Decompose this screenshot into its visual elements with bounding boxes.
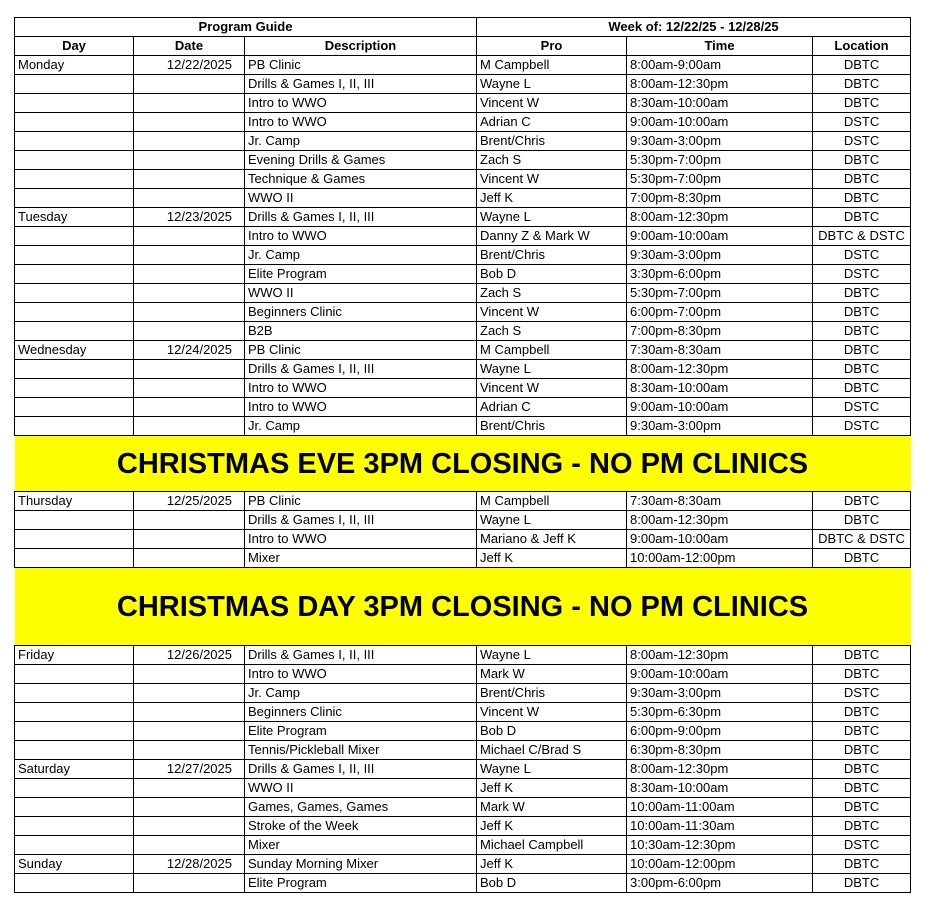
date-cell <box>134 227 245 246</box>
location-cell: DSTC <box>813 836 911 855</box>
pro-cell: Michael C/Brad S <box>477 741 627 760</box>
schedule-row <box>15 227 911 246</box>
time-cell: 5:30pm-7:00pm <box>627 151 813 170</box>
date-cell: 12/22/2025 <box>134 56 245 75</box>
pro-cell: M Campbell <box>477 56 627 75</box>
date-cell <box>134 75 245 94</box>
description-cell: Drills & Games I, II, III <box>245 646 477 665</box>
time-cell: 9:00am-10:00am <box>627 398 813 417</box>
date-cell <box>134 549 245 568</box>
schedule-row <box>15 511 911 530</box>
date-cell <box>134 798 245 817</box>
date-cell <box>134 665 245 684</box>
location-cell: DBTC <box>813 779 911 798</box>
pro-cell: Jeff K <box>477 779 627 798</box>
time-cell: 9:30am-3:00pm <box>627 684 813 703</box>
location-cell: DBTC <box>813 284 911 303</box>
date-cell <box>134 265 245 284</box>
time-cell: 8:00am-9:00am <box>627 56 813 75</box>
description-cell: Intro to WWO <box>245 113 477 132</box>
description-cell: Intro to WWO <box>245 379 477 398</box>
pro-cell: Wayne L <box>477 360 627 379</box>
description-cell: PB Clinic <box>245 492 477 511</box>
time-cell: 5:30pm-6:30pm <box>627 703 813 722</box>
day-cell <box>15 379 134 398</box>
time-cell: 8:00am-12:30pm <box>627 360 813 379</box>
date-cell: 12/24/2025 <box>134 341 245 360</box>
day-cell <box>15 511 134 530</box>
schedule-body <box>15 18 911 893</box>
time-cell: 8:00am-12:30pm <box>627 75 813 94</box>
day-cell <box>15 151 134 170</box>
day-cell: Wednesday <box>15 341 134 360</box>
date-cell <box>134 836 245 855</box>
day-cell <box>15 94 134 113</box>
location-cell: DBTC & DSTC <box>813 227 911 246</box>
day-cell <box>15 303 134 322</box>
week-of-label: Week of: 12/22/25 - 12/28/25 <box>477 18 911 37</box>
description-cell: Elite Program <box>245 722 477 741</box>
date-cell <box>134 817 245 836</box>
day-cell <box>15 227 134 246</box>
schedule-row <box>15 817 911 836</box>
pro-cell: Jeff K <box>477 549 627 568</box>
location-cell: DSTC <box>813 417 911 436</box>
location-cell: DBTC <box>813 855 911 874</box>
description-cell: Drills & Games I, II, III <box>245 511 477 530</box>
description-cell: Jr. Camp <box>245 684 477 703</box>
day-cell <box>15 703 134 722</box>
description-cell: WWO II <box>245 779 477 798</box>
closing-banner <box>15 568 911 646</box>
closing-banner <box>15 436 911 492</box>
time-cell: 10:00am-12:00pm <box>627 855 813 874</box>
day-cell <box>15 189 134 208</box>
schedule-row <box>15 170 911 189</box>
date-cell <box>134 189 245 208</box>
day-cell: Friday <box>15 646 134 665</box>
schedule-row <box>15 341 911 360</box>
day-cell: Thursday <box>15 492 134 511</box>
description-cell: WWO II <box>245 189 477 208</box>
description-cell: Stroke of the Week <box>245 817 477 836</box>
location-cell: DBTC <box>813 722 911 741</box>
location-cell: DBTC <box>813 874 911 893</box>
description-cell: PB Clinic <box>245 56 477 75</box>
schedule-row <box>15 417 911 436</box>
pro-cell: Vincent W <box>477 170 627 189</box>
location-cell: DSTC <box>813 113 911 132</box>
description-cell: Drills & Games I, II, III <box>245 360 477 379</box>
date-cell <box>134 151 245 170</box>
pro-cell: Mark W <box>477 665 627 684</box>
time-cell: 8:30am-10:00am <box>627 94 813 113</box>
description-cell: Sunday Morning Mixer <box>245 855 477 874</box>
pro-cell: Wayne L <box>477 760 627 779</box>
schedule-row <box>15 379 911 398</box>
day-cell <box>15 779 134 798</box>
location-cell: DBTC <box>813 151 911 170</box>
time-cell: 9:00am-10:00am <box>627 530 813 549</box>
day-cell <box>15 817 134 836</box>
column-header-row <box>15 37 911 56</box>
day-cell <box>15 530 134 549</box>
date-cell <box>134 322 245 341</box>
description-cell: Drills & Games I, II, III <box>245 760 477 779</box>
time-cell: 5:30pm-7:00pm <box>627 170 813 189</box>
day-cell: Sunday <box>15 855 134 874</box>
schedule-row <box>15 741 911 760</box>
location-cell: DBTC <box>813 492 911 511</box>
location-cell: DBTC <box>813 798 911 817</box>
pro-cell: Wayne L <box>477 208 627 227</box>
day-cell: Tuesday <box>15 208 134 227</box>
description-cell: Tennis/Pickleball Mixer <box>245 741 477 760</box>
time-cell: 6:00pm-9:00pm <box>627 722 813 741</box>
pro-cell: Vincent W <box>477 94 627 113</box>
time-cell: 9:30am-3:00pm <box>627 246 813 265</box>
description-cell: Evening Drills & Games <box>245 151 477 170</box>
col-header-location: Location <box>813 37 911 56</box>
location-cell: DBTC <box>813 665 911 684</box>
time-cell: 8:30am-10:00am <box>627 779 813 798</box>
date-cell <box>134 113 245 132</box>
location-cell: DBTC <box>813 170 911 189</box>
time-cell: 10:30am-12:30pm <box>627 836 813 855</box>
description-cell: Beginners Clinic <box>245 703 477 722</box>
schedule-row <box>15 94 911 113</box>
pro-cell: Zach S <box>477 284 627 303</box>
date-cell <box>134 132 245 151</box>
schedule-row <box>15 246 911 265</box>
day-cell: Monday <box>15 56 134 75</box>
location-cell: DBTC <box>813 549 911 568</box>
date-cell <box>134 246 245 265</box>
date-cell <box>134 303 245 322</box>
pro-cell: Adrian C <box>477 398 627 417</box>
schedule-row <box>15 75 911 94</box>
time-cell: 10:00am-11:00am <box>627 798 813 817</box>
day-cell <box>15 246 134 265</box>
time-cell: 8:00am-12:30pm <box>627 511 813 530</box>
pro-cell: Wayne L <box>477 646 627 665</box>
date-cell <box>134 741 245 760</box>
day-cell <box>15 75 134 94</box>
col-header-description: Description <box>245 37 477 56</box>
pro-cell: Vincent W <box>477 703 627 722</box>
pro-cell: Bob D <box>477 874 627 893</box>
date-cell <box>134 703 245 722</box>
date-cell <box>134 779 245 798</box>
pro-cell: Brent/Chris <box>477 246 627 265</box>
description-cell: Elite Program <box>245 874 477 893</box>
day-cell <box>15 722 134 741</box>
date-cell <box>134 170 245 189</box>
description-cell: Mixer <box>245 836 477 855</box>
schedule-row <box>15 265 911 284</box>
date-cell <box>134 684 245 703</box>
schedule-row <box>15 703 911 722</box>
date-cell <box>134 94 245 113</box>
schedule-row <box>15 113 911 132</box>
day-cell <box>15 322 134 341</box>
location-cell: DBTC <box>813 303 911 322</box>
date-cell <box>134 379 245 398</box>
date-cell <box>134 874 245 893</box>
pro-cell: Jeff K <box>477 855 627 874</box>
pro-cell: Mark W <box>477 798 627 817</box>
date-cell: 12/26/2025 <box>134 646 245 665</box>
time-cell: 6:30pm-8:30pm <box>627 741 813 760</box>
schedule-row <box>15 303 911 322</box>
location-cell: DBTC <box>813 75 911 94</box>
schedule-row <box>15 492 911 511</box>
time-cell: 8:30am-10:00am <box>627 379 813 398</box>
description-cell: Intro to WWO <box>245 665 477 684</box>
schedule-row <box>15 530 911 549</box>
schedule-row <box>15 665 911 684</box>
description-cell: Mixer <box>245 549 477 568</box>
day-cell <box>15 265 134 284</box>
time-cell: 7:00pm-8:30pm <box>627 322 813 341</box>
day-cell <box>15 874 134 893</box>
date-cell <box>134 398 245 417</box>
pro-cell: Jeff K <box>477 189 627 208</box>
pro-cell: Michael Campbell <box>477 836 627 855</box>
date-cell: 12/23/2025 <box>134 208 245 227</box>
time-cell: 9:00am-10:00am <box>627 665 813 684</box>
location-cell: DBTC <box>813 94 911 113</box>
schedule-row <box>15 722 911 741</box>
schedule-row <box>15 760 911 779</box>
description-cell: Beginners Clinic <box>245 303 477 322</box>
time-cell: 3:30pm-6:00pm <box>627 265 813 284</box>
pro-cell: Jeff K <box>477 817 627 836</box>
schedule-row <box>15 798 911 817</box>
location-cell: DBTC <box>813 741 911 760</box>
location-cell: DBTC <box>813 817 911 836</box>
date-cell: 12/28/2025 <box>134 855 245 874</box>
pro-cell: Danny Z & Mark W <box>477 227 627 246</box>
schedule-row <box>15 836 911 855</box>
time-cell: 8:00am-12:30pm <box>627 646 813 665</box>
schedule-row <box>15 549 911 568</box>
schedule-row <box>15 398 911 417</box>
date-cell: 12/25/2025 <box>134 492 245 511</box>
location-cell: DBTC & DSTC <box>813 530 911 549</box>
day-cell <box>15 170 134 189</box>
description-cell: Elite Program <box>245 265 477 284</box>
time-cell: 7:30am-8:30am <box>627 341 813 360</box>
time-cell: 9:00am-10:00am <box>627 113 813 132</box>
description-cell: B2B <box>245 322 477 341</box>
schedule-row <box>15 151 911 170</box>
schedule-row <box>15 779 911 798</box>
day-cell <box>15 684 134 703</box>
description-cell: Drills & Games I, II, III <box>245 208 477 227</box>
day-cell: Saturday <box>15 760 134 779</box>
description-cell: Intro to WWO <box>245 227 477 246</box>
location-cell: DSTC <box>813 398 911 417</box>
time-cell: 7:00pm-8:30pm <box>627 189 813 208</box>
col-header-day: Day <box>15 37 134 56</box>
pro-cell: Adrian C <box>477 113 627 132</box>
location-cell: DBTC <box>813 703 911 722</box>
time-cell: 3:00pm-6:00pm <box>627 874 813 893</box>
location-cell: DBTC <box>813 189 911 208</box>
schedule-row <box>15 684 911 703</box>
description-cell: Intro to WWO <box>245 398 477 417</box>
pro-cell: Mariano & Jeff K <box>477 530 627 549</box>
closing-banner-text: CHRISTMAS EVE 3PM CLOSING - NO PM CLINICS <box>15 436 911 492</box>
program-guide-sheet <box>14 17 910 893</box>
time-cell: 9:30am-3:00pm <box>627 417 813 436</box>
description-cell: Jr. Camp <box>245 246 477 265</box>
pro-cell: M Campbell <box>477 341 627 360</box>
schedule-row <box>15 284 911 303</box>
col-header-time: Time <box>627 37 813 56</box>
time-cell: 10:00am-11:30am <box>627 817 813 836</box>
closing-banner-text: CHRISTMAS DAY 3PM CLOSING - NO PM CLINICS <box>15 568 911 646</box>
pro-cell: Brent/Chris <box>477 417 627 436</box>
time-cell: 7:30am-8:30am <box>627 492 813 511</box>
location-cell: DSTC <box>813 684 911 703</box>
time-cell: 10:00am-12:00pm <box>627 549 813 568</box>
time-cell: 8:00am-12:30pm <box>627 208 813 227</box>
day-cell <box>15 417 134 436</box>
description-cell: Drills & Games I, II, III <box>245 75 477 94</box>
description-cell: Games, Games, Games <box>245 798 477 817</box>
day-cell <box>15 798 134 817</box>
description-cell: WWO II <box>245 284 477 303</box>
location-cell: DBTC <box>813 379 911 398</box>
location-cell: DBTC <box>813 56 911 75</box>
description-cell: Intro to WWO <box>245 94 477 113</box>
day-cell <box>15 665 134 684</box>
schedule-table <box>14 17 911 893</box>
description-cell: Jr. Camp <box>245 417 477 436</box>
schedule-row <box>15 874 911 893</box>
pro-cell: Zach S <box>477 151 627 170</box>
description-cell: Technique & Games <box>245 170 477 189</box>
location-cell: DBTC <box>813 646 911 665</box>
description-cell: Intro to WWO <box>245 530 477 549</box>
schedule-row <box>15 646 911 665</box>
schedule-row <box>15 322 911 341</box>
pro-cell: Brent/Chris <box>477 684 627 703</box>
description-cell: PB Clinic <box>245 341 477 360</box>
date-cell <box>134 530 245 549</box>
location-cell: DSTC <box>813 132 911 151</box>
schedule-row <box>15 56 911 75</box>
col-header-pro: Pro <box>477 37 627 56</box>
pro-cell: Brent/Chris <box>477 132 627 151</box>
date-cell <box>134 511 245 530</box>
col-header-date: Date <box>134 37 245 56</box>
pro-cell: Vincent W <box>477 379 627 398</box>
pro-cell: Bob D <box>477 722 627 741</box>
pro-cell: Wayne L <box>477 75 627 94</box>
pro-cell: Bob D <box>477 265 627 284</box>
schedule-row <box>15 855 911 874</box>
date-cell <box>134 284 245 303</box>
day-cell <box>15 132 134 151</box>
date-cell: 12/27/2025 <box>134 760 245 779</box>
location-cell: DBTC <box>813 360 911 379</box>
pro-cell: M Campbell <box>477 492 627 511</box>
location-cell: DBTC <box>813 760 911 779</box>
program-guide-title: Program Guide <box>15 18 477 37</box>
title-row <box>15 18 911 37</box>
time-cell: 9:30am-3:00pm <box>627 132 813 151</box>
pro-cell: Vincent W <box>477 303 627 322</box>
time-cell: 8:00am-12:30pm <box>627 760 813 779</box>
day-cell <box>15 836 134 855</box>
location-cell: DBTC <box>813 511 911 530</box>
date-cell <box>134 417 245 436</box>
location-cell: DBTC <box>813 322 911 341</box>
description-cell: Jr. Camp <box>245 132 477 151</box>
day-cell <box>15 741 134 760</box>
day-cell <box>15 398 134 417</box>
location-cell: DSTC <box>813 246 911 265</box>
location-cell: DBTC <box>813 341 911 360</box>
date-cell <box>134 722 245 741</box>
location-cell: DSTC <box>813 265 911 284</box>
time-cell: 5:30pm-7:00pm <box>627 284 813 303</box>
day-cell <box>15 360 134 379</box>
schedule-row <box>15 132 911 151</box>
time-cell: 6:00pm-7:00pm <box>627 303 813 322</box>
pro-cell: Zach S <box>477 322 627 341</box>
date-cell <box>134 360 245 379</box>
day-cell <box>15 284 134 303</box>
day-cell <box>15 549 134 568</box>
location-cell: DBTC <box>813 208 911 227</box>
schedule-row <box>15 208 911 227</box>
day-cell <box>15 113 134 132</box>
pro-cell: Wayne L <box>477 511 627 530</box>
schedule-row <box>15 189 911 208</box>
time-cell: 9:00am-10:00am <box>627 227 813 246</box>
schedule-row <box>15 360 911 379</box>
